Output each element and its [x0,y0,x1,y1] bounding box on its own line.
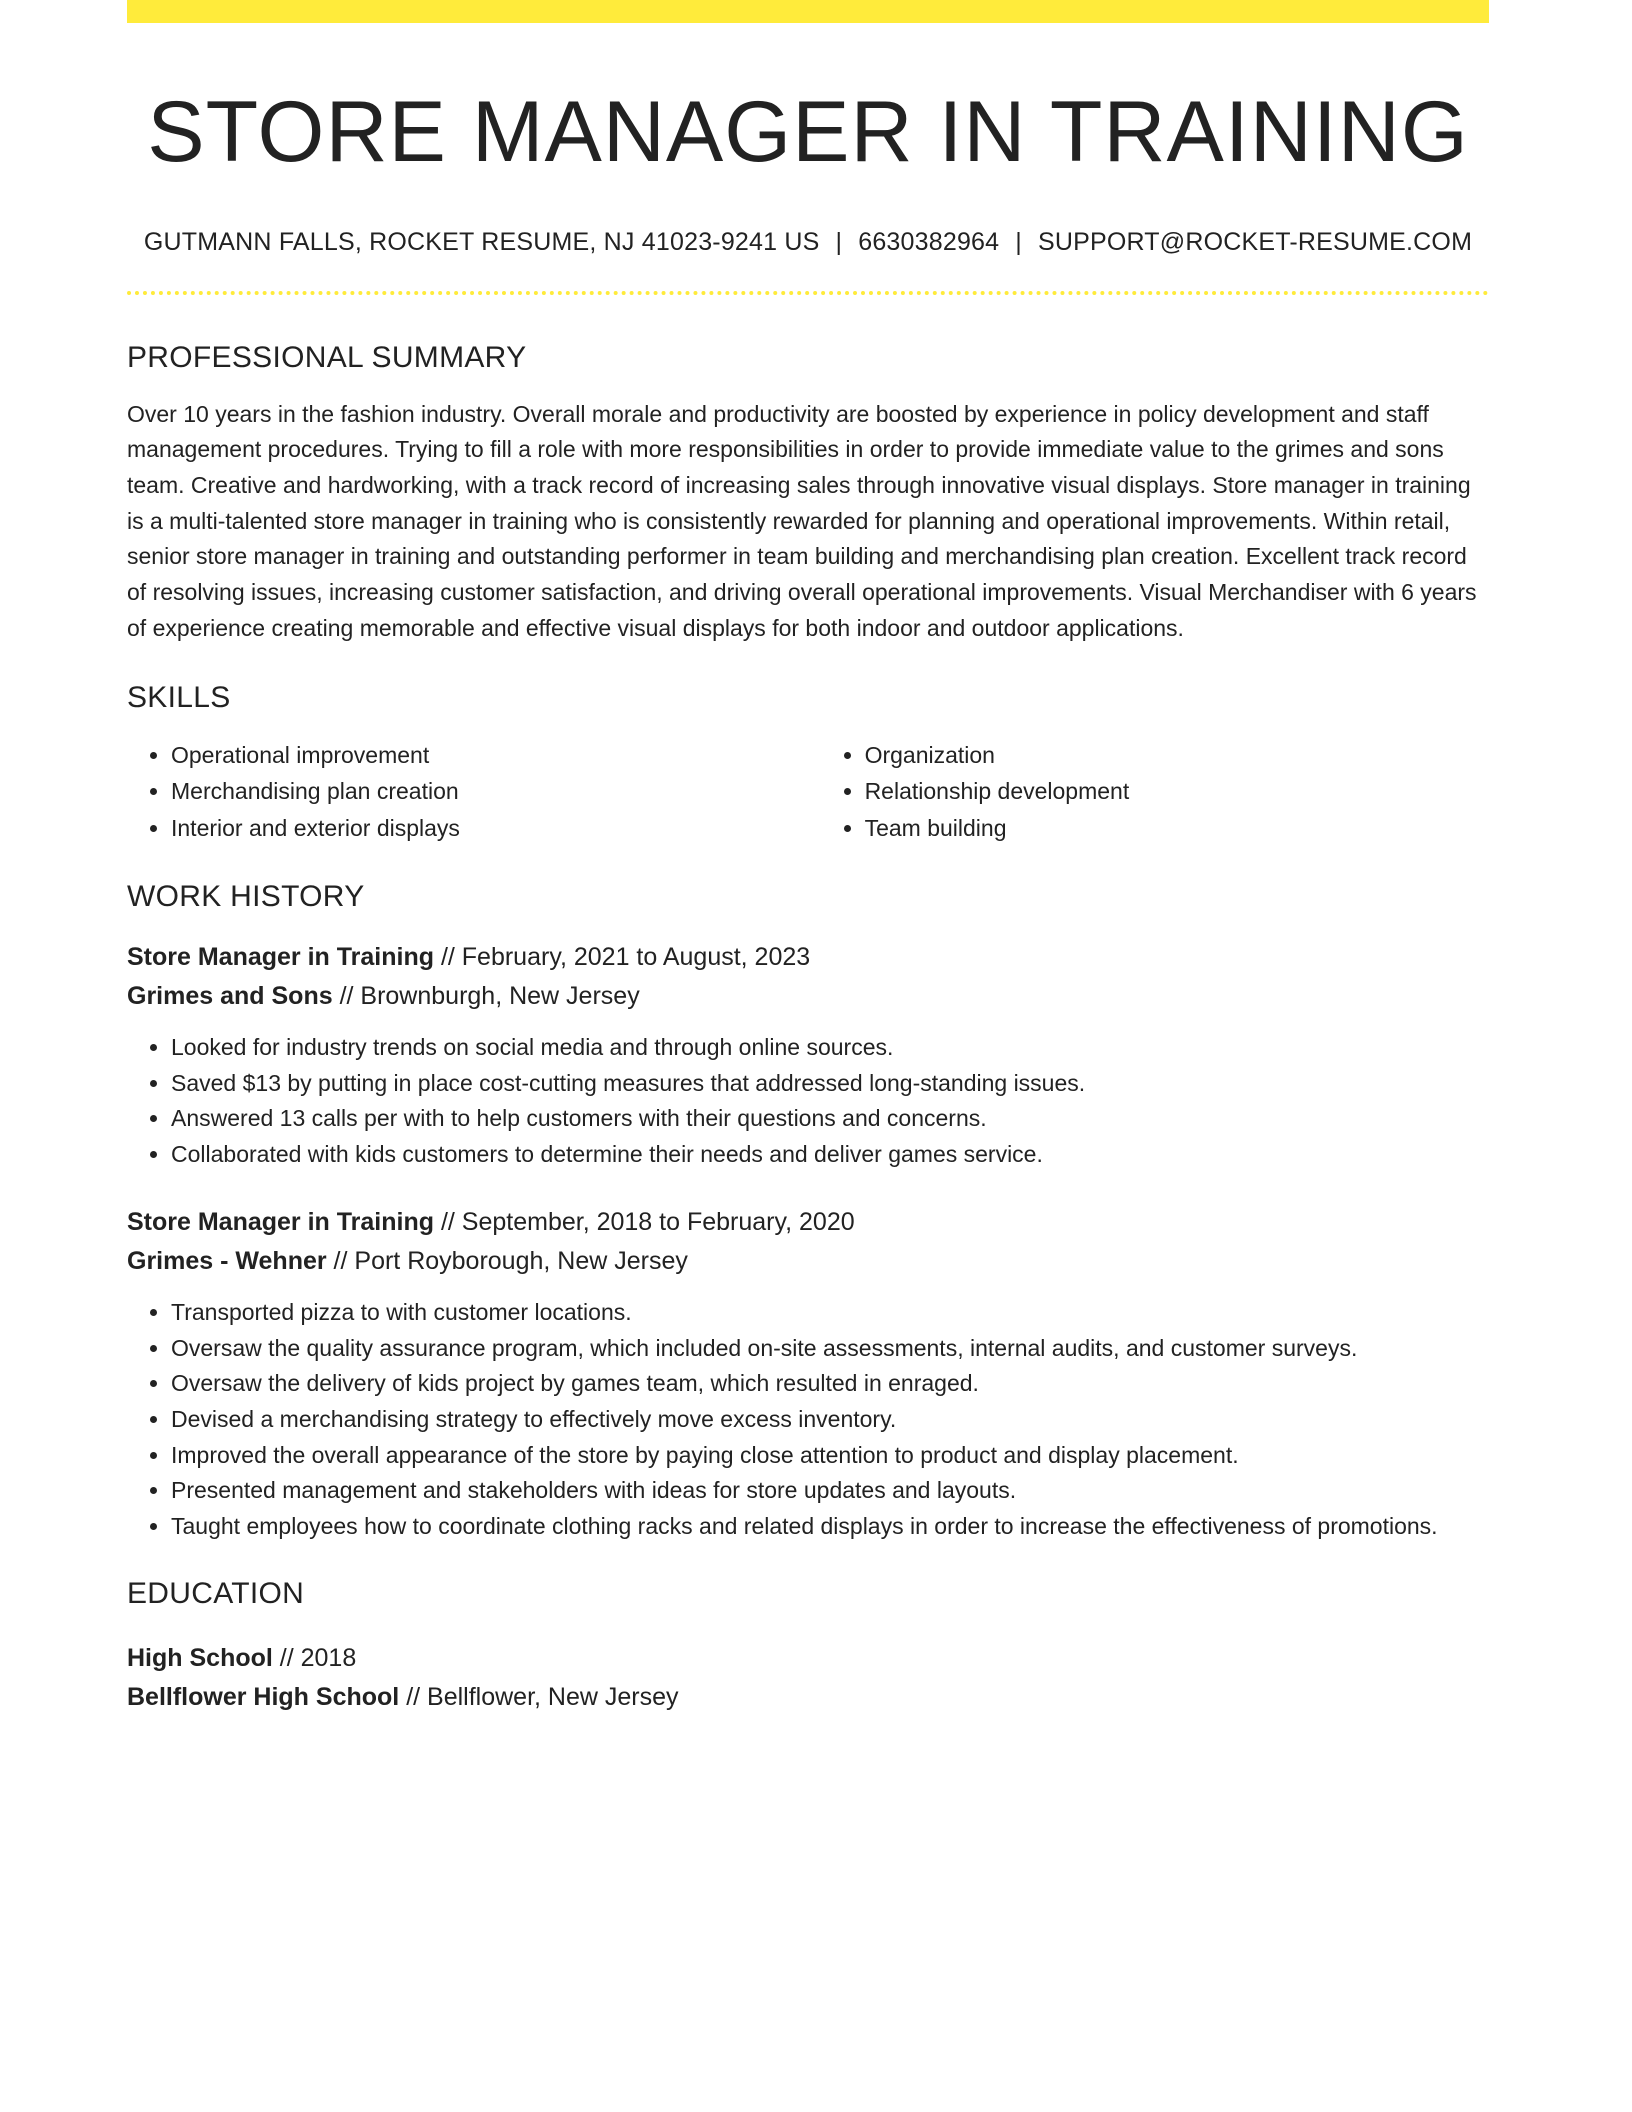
job-company: Grimes and Sons [127,982,333,1011]
summary-text: Over 10 years in the fashion industry. Overall morale and productivity are boosted by experience in policy development and staff management procedures. Trying to fill a role with more responsibilities in order to provide immediate value to the grimes and sons team. Creative and hardworking, with a track record of increasing sales through innovative visual displays. Store manager in training is a multi-talented store manager in training who is consistently rewarded for planning and operational improvements. Within retail, senior store manager in training and outstanding performer in team building and merchandising plan creation. Excellent track record of resolving issues, increasing customer satisfaction, and driving overall operational improvements. Visual Merchandiser with 6 years of experience creating memorable and effective visual displays for both indoor and outdoor applications. [127,400,1477,641]
education-degree: High School [127,1643,273,1672]
job-bullet: • Taught employees how to coordinate clothing racks and related displays in order to increase the effectiveness of promotions. [171,1509,1489,1545]
resume-page [127,0,1489,1717]
skills-list [127,737,1489,847]
job-bullet: • Transported pizza to with customer locations. [171,1295,1489,1331]
skill-item: • Organization [865,737,1489,774]
job-dates: // September, 2018 to February, 2020 [434,1207,855,1236]
education-heading: EDUCATION [127,1576,305,1610]
education-entry [127,1639,1489,1717]
job-bullet: • Devised a merchandising strategy to effectively move excess inventory. [171,1402,1489,1438]
skill-item: • Merchandising plan creation [171,773,821,810]
education-year: // 2018 [272,1643,357,1672]
job-entry [127,938,1489,1173]
job-bullet: • Saved $13 by putting in place cost-cutting measures that addressed long-standing issues. [171,1066,1489,1102]
job-bullet: • Answered 13 calls per with to help customers with their questions and concerns. [171,1101,1489,1137]
education-school: Bellflower High School [127,1682,400,1711]
job-company-line [127,977,1489,1016]
job-company: Grimes - Wehner [127,1246,327,1275]
job-company-line [127,1242,1489,1281]
job-dates: // February, 2021 to August, 2023 [434,943,811,972]
job-location: // Port Royborough, New Jersey [326,1246,688,1275]
job-title-line [127,1203,1489,1242]
contact-line [127,228,1489,257]
education-location: // Bellflower, New Jersey [399,1682,679,1711]
skills-column-left [127,737,821,847]
job-location: // Brownburgh, New Jersey [332,982,640,1011]
job-bullets [127,1030,1489,1173]
job-bullet: • Presented management and stakeholders with ideas for store updates and layouts. [171,1473,1489,1509]
job-bullet: • Collaborated with kids customers to determine their needs and deliver games service. [171,1137,1489,1173]
job-bullets [127,1295,1489,1545]
job-entry [127,1203,1489,1545]
education-degree-line [127,1639,1489,1678]
job-bullet: • Oversaw the delivery of kids project by games team, which resulted in enraged. [171,1366,1489,1402]
skills-heading: SKILLS [127,680,231,714]
contact-phone: 6630382964 [858,227,1000,256]
job-bullet: • Oversaw the quality assurance program, which included on-site assessments, internal audits, and customer surveys. [171,1331,1489,1367]
skill-item: • Relationship development [865,773,1489,810]
job-position: Store Manager in Training [127,1207,434,1236]
header-divider [127,291,1489,295]
contact-separator: | [835,227,843,256]
skill-item: • Operational improvement [171,737,821,774]
skill-item: • Team building [865,810,1489,847]
skill-item: • Interior and exterior displays [171,810,821,847]
resume-title: STORE MANAGER IN TRAINING [147,84,1469,180]
skills-column-right [821,737,1489,847]
job-position: Store Manager in Training [127,943,434,972]
education-school-line [127,1678,1489,1717]
summary-heading: PROFESSIONAL SUMMARY [127,340,527,374]
contact-email: SUPPORT@ROCKET-RESUME.COM [1037,227,1473,256]
job-bullet: • Looked for industry trends on social media and through online sources. [171,1030,1489,1066]
job-bullet: • Improved the overall appearance of the store by paying close attention to product and display placement. [171,1438,1489,1474]
work-history-heading: WORK HISTORY [127,880,365,914]
contact-address: GUTMANN FALLS, ROCKET RESUME, NJ 41023-9241 US [143,227,820,256]
contact-separator: | [1015,227,1022,256]
job-title-line [127,938,1489,977]
accent-top-bar [127,0,1489,23]
